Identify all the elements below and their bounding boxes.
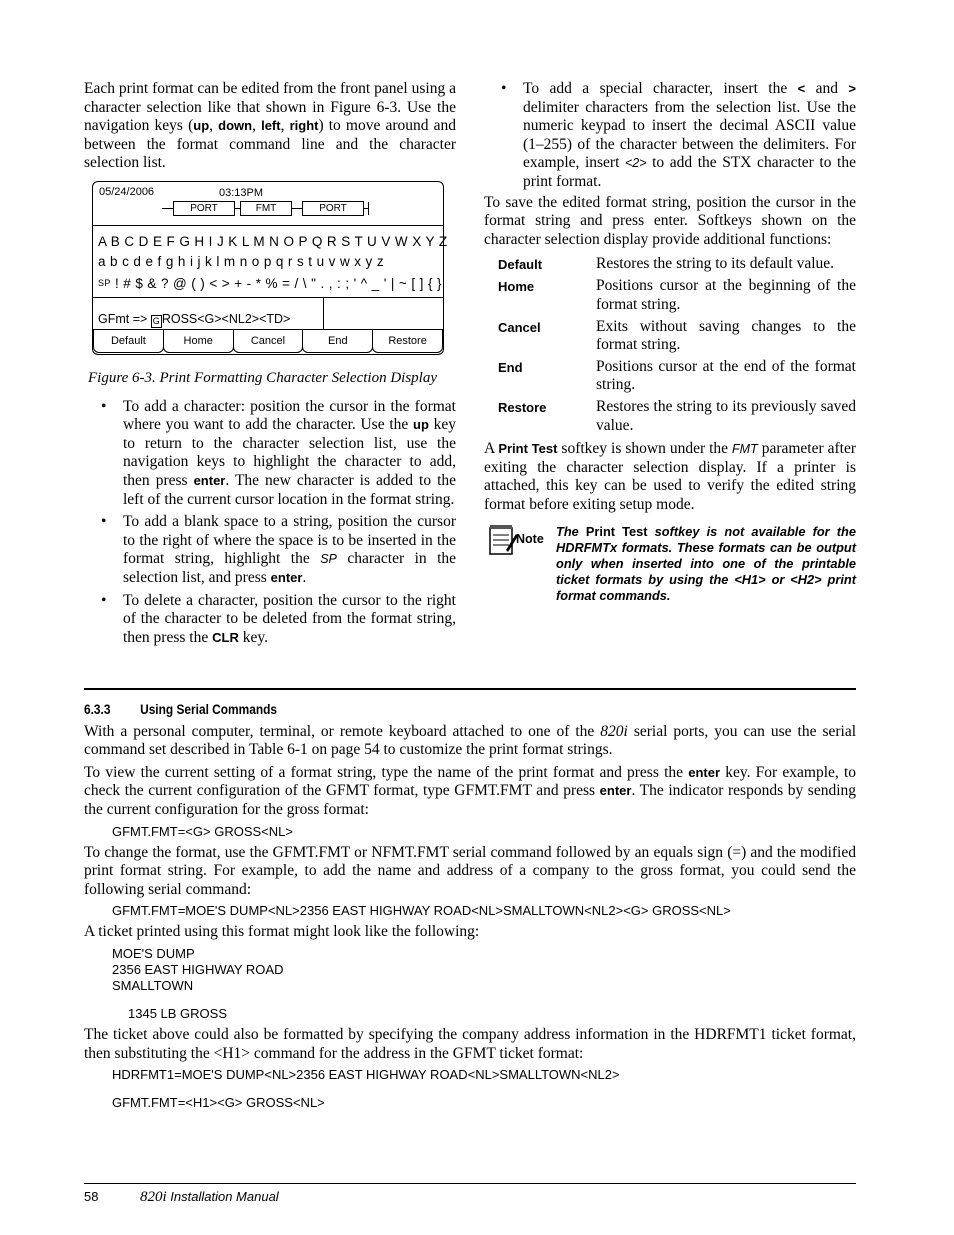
note-text: The Print Test softkey is not available for the HDRFMTx formats. These formats can be output only when inserted into one of the printable ticket formats by using the <H1> or <H2> print format commands. <box>556 524 856 603</box>
note-block <box>484 524 856 603</box>
ticket-line: MOE'S DUMP <box>112 945 195 961</box>
paragraph: To change the format, use the GFMT.FMT or NFMT.FMT serial command followed by an equals sign (=) and the modified print format string. For example, to add the name and address of a company to the gross format, you could send the following serial command: <box>84 843 856 898</box>
footer-title: Installation Manual <box>170 1189 279 1204</box>
definition-row: Default Restores the string to its default value. <box>498 255 835 273</box>
port-tab-1: PORT <box>173 201 235 216</box>
notepad-icon <box>488 524 518 556</box>
softkey-restore: Restore <box>372 329 443 353</box>
ticket-line: 1345 LB GROSS <box>128 1005 227 1021</box>
ticket-line: 2356 EAST HIGHWAY ROAD <box>112 961 284 977</box>
code-line: GFMT.FMT=<G> GROSS<NL> <box>112 823 293 839</box>
softkey-row <box>93 329 443 353</box>
footer-rule <box>84 1183 856 1184</box>
paragraph: The ticket above could also be formatted by specifying the company address information in the HDRFMT1 ticket format, then substituting the <H1> command for the address in the GFMT ticket format: <box>84 1025 856 1062</box>
section-serial-commands <box>84 700 856 1115</box>
port-connector-end <box>368 202 369 215</box>
display-date: 05/24/2006 <box>99 185 155 198</box>
paragraph: A ticket printed using this format might look like the following: <box>84 923 480 941</box>
paragraph: With a personal computer, terminal, or remote keyboard attached to one of the 820i serial ports, you can use the serial command set described in Table 6-1 on page 54 to customize the print format strings. <box>84 722 857 759</box>
definition-row: Home Positions cursor at the beginning of the format string. <box>498 277 856 313</box>
sp-char: SP <box>98 277 111 288</box>
note-label: Note <box>516 532 544 547</box>
definition-row: Restore Restores the string to its previously saved value. <box>498 397 856 434</box>
code-line: GFMT.FMT=<H1><G> GROSS<NL> <box>112 1095 325 1111</box>
character-selection-display <box>92 181 448 355</box>
print-test-paragraph: A Print Test softkey is shown under the FMT parameter after exiting the character selection display. If a printer is attached, this key can be used to verify the edited string format before exiting setup mode. <box>484 440 857 513</box>
figure-caption: Figure 6-3. Print Formatting Character Selection Display <box>88 369 437 386</box>
display-divider-mid <box>93 297 443 298</box>
gfmt-field-border <box>323 297 324 329</box>
port-tab-2: PORT <box>302 201 364 216</box>
footer-model: 820i <box>140 1189 167 1205</box>
intro-paragraph: Each print format can be edited from the front panel using a character selection like that shown in Figure 6-3. Use the navigation keys (up, down, left, right) to move around and between the format command line and the character selection list. <box>84 80 457 172</box>
edit-instructions-list <box>84 398 456 648</box>
section-heading: 6.3.3 Using Serial Commands <box>84 701 277 717</box>
special-char-list <box>484 80 856 192</box>
note-icon <box>484 524 556 603</box>
fmt-tab: FMT <box>240 201 292 216</box>
list-item: • To add a blank space to a string, position the cursor to the right of where the space is to be inserted in the format string, highlight the SP character in the selection list, and press enter. <box>84 513 456 587</box>
list-item: • To delete a character, position the cursor to the right of the character to be deleted from the format string, then press the CLR key. <box>84 592 456 648</box>
ticket-line: SMALLTOWN <box>112 977 194 993</box>
save-paragraph: To save the edited format string, position the cursor in the format string and press enter. Softkeys shown on the character selection display provide additional functions: <box>484 193 856 248</box>
special-char-row: SP ! # $ & ? @ ( ) < > + - * % = / \ " . , : ; ' ^ _ ' | ~ [ ] { } <box>98 275 442 291</box>
paragraph: To view the current setting of a format string, type the name of the print format and press the enter key. For example, to check the current configuration of the GFMT format, type GFMT.FMT and press enter. The indicator responds by sending the current configuration for the gross format: <box>84 763 857 818</box>
list-item: • To add a character: position the cursor in the format where you want to add the character. Use the up key to return to the character selection list, use the navigation keys to highlight the character to add, then press enter. The new character is added to the left of the current cursor location in the format string. <box>84 398 456 510</box>
code-line: GFMT.FMT=MOE'S DUMP<NL>2356 EAST HIGHWAY ROAD<NL>SMALLTOWN<NL2><G> GROSS<NL> <box>112 903 731 919</box>
lowercase-char-row: a b c d e f g h i j k l m n o p q r s t u v w x y z <box>98 253 384 269</box>
softkey-home: Home <box>163 329 234 353</box>
section-divider <box>84 688 856 690</box>
right-column <box>484 80 856 603</box>
softkey-end: End <box>302 329 373 353</box>
left-column <box>84 80 456 651</box>
gfmt-cursor: G <box>152 315 160 326</box>
softkey-definitions <box>484 255 856 438</box>
display-time: 03:13PM <box>219 186 264 199</box>
softkey-cancel: Cancel <box>233 329 304 353</box>
list-item: • To add a special character, insert the < and > delimiter characters from the selection list. Use the numeric keypad to insert the decimal ASCII value (1–255) of the character between the delimiters. For example, insert <2> to add the STX character to the print format. <box>484 80 856 192</box>
code-line: HDRFMT1=MOE'S DUMP<NL>2356 EAST HIGHWAY ROAD<NL>SMALLTOWN<NL2> <box>112 1067 620 1083</box>
display-divider-top <box>93 225 443 226</box>
page-number: 58 <box>84 1189 99 1204</box>
gfmt-line: GFmt => G ROSS<G><NL2><TD> <box>98 311 291 326</box>
definition-row: Cancel Exits without saving changes to the format string. <box>498 317 856 354</box>
uppercase-char-row: A B C D E F G H I J K L M N O P Q R S T U V W X Y Z <box>98 233 448 249</box>
definition-row: End Positions cursor at the end of the format string. <box>498 357 856 394</box>
page-footer <box>84 1188 279 1207</box>
softkey-default: Default <box>93 329 164 353</box>
